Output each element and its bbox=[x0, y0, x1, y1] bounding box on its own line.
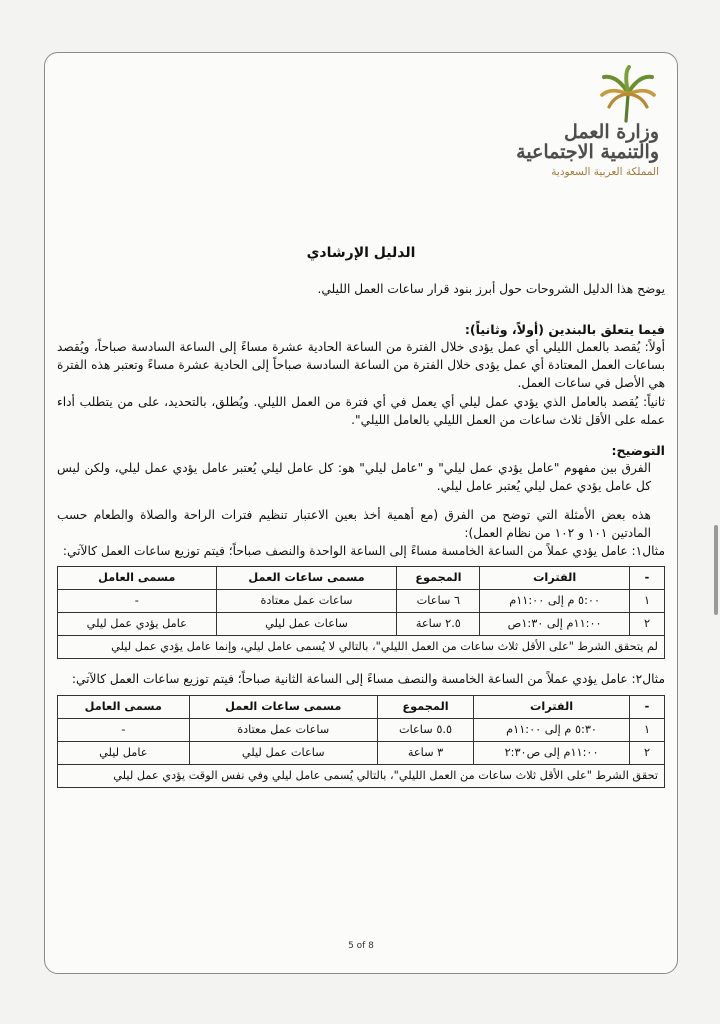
example1-table bbox=[57, 566, 665, 659]
table-cell: ١١:٠٠م إلى ١:٣٠ص bbox=[480, 613, 630, 636]
section1-heading: فيما يتعلق بالبندين (أولاً، وثانياً): bbox=[464, 321, 665, 337]
clarification-paragraph: الفرق بين مفهوم "عامل يؤدي عمل ليلي" و "عامل ليلي" هو: كل عامل ليلي يُعتبر عامل يؤدي عمل ليلي، ولكن ليس كل عامل يؤدي عمل ليلي يُعتبر عامل ليلي. bbox=[57, 460, 651, 493]
table-cell: ٢ bbox=[630, 613, 665, 636]
table-cell: ٢.٥ ساعة bbox=[397, 613, 480, 636]
table-cell: عامل ليلي bbox=[58, 742, 190, 765]
example1-label: مثال١: عامل يؤدي عملاً من الساعة الخامسة مساءً إلى الساعة الواحدة والنصف صباحاً؛ فيتم توزيع ساعات العمل كالآتي: bbox=[62, 543, 665, 558]
table-header: المجموع bbox=[377, 696, 473, 719]
section2-heading: التوضيح: bbox=[611, 442, 665, 458]
page-number: 5 of 8 bbox=[348, 941, 374, 951]
table-cell: - bbox=[58, 590, 217, 613]
definition-second bbox=[57, 394, 665, 429]
table-header: - bbox=[630, 567, 665, 590]
definition-first-text2: ويُقصد بساعات العمل المعتادة أي عمل يؤدى خلال الفترة من الساعة السادسة صباحاً إلى الحادية عشرة مساءً وتعتبر هذه الفترة هي الأصل في ساعات العمل. bbox=[57, 340, 665, 390]
table-cell: ٥.٥ ساعات bbox=[377, 719, 473, 742]
table-cell: ساعات عمل معتادة bbox=[189, 719, 377, 742]
table-note: لم يتحقق الشرط "على الأقل ثلاث ساعات من العمل الليلي"، بالتالي لا يُسمى عامل ليلي، وإنما عامل يؤدي عمل ليلي bbox=[58, 636, 665, 659]
definition-second-text: يُقصد بالعامل الذي يؤدي عمل ليلي أي يعمل في أي فترة من العمل الليلي. ويُطلق، بالتحديد، على من يتطلب أداء عمله على الأقل ثلاث ساعات من العمل الليلي بالعامل الليلي". bbox=[57, 395, 665, 427]
table-header: المجموع bbox=[397, 567, 480, 590]
table-cell: ٣ ساعة bbox=[377, 742, 473, 765]
table-cell: ١ bbox=[630, 590, 665, 613]
table-header: مسمى العامل bbox=[58, 567, 217, 590]
table-cell: ساعات عمل معتادة bbox=[216, 590, 397, 613]
table-header: مسمى ساعات العمل bbox=[216, 567, 397, 590]
ministry-logo bbox=[499, 65, 659, 178]
table-note-row bbox=[58, 636, 665, 659]
table-cell: ٥:٣٠ م إلى ١١:٠٠م bbox=[474, 719, 630, 742]
table-cell: ساعات عمل ليلي bbox=[189, 742, 377, 765]
definition-first bbox=[57, 339, 665, 392]
table-row bbox=[58, 613, 665, 636]
page-title: الدليل الإرشادي bbox=[306, 245, 416, 261]
definition-first-text: يُقصد بالعمل الليلي أي عمل يؤدى خلال الفترة من الساعة الحادية عشرة مساءً إلى الساعة السادسة صباحاً، bbox=[93, 340, 641, 355]
table-header-row bbox=[58, 567, 665, 590]
table-row bbox=[58, 590, 665, 613]
table-header: الفترات bbox=[480, 567, 630, 590]
table-header: مسمى ساعات العمل bbox=[189, 696, 377, 719]
example2-table bbox=[57, 695, 665, 788]
table-header: - bbox=[630, 696, 665, 719]
table-header: مسمى العامل bbox=[58, 696, 190, 719]
country-name: المملكة العربية السعودية bbox=[551, 165, 659, 178]
example2-label: مثال٢: عامل يؤدي عملاً من الساعة الخامسة والنصف مساءً إلى الساعة الثانية صباحاً؛ فيتم توزيع ساعات العمل كالآتي: bbox=[71, 672, 665, 687]
ministry-name-line1: وزارة العمل bbox=[564, 121, 659, 143]
intro-paragraph: يوضح هذا الدليل الشروحات حول أبرز بنود قرار ساعات العمل الليلي. bbox=[317, 282, 665, 297]
table-cell: ٦ ساعات bbox=[397, 590, 480, 613]
scrollbar[interactable] bbox=[714, 525, 718, 615]
table-note-row bbox=[58, 765, 665, 788]
examples-intro: هذه بعض الأمثلة التي توضح من الفرق (مع أهمية أخذ بعين الاعتبار تنظيم فترات الراحة والصلاة والطعام حسب المادتين ١٠١ و ١٠٢ من نظام العمل): bbox=[57, 508, 651, 540]
table-cell: - bbox=[58, 719, 190, 742]
table-cell: ساعات عمل ليلي bbox=[216, 613, 397, 636]
table-header-row bbox=[58, 696, 665, 719]
table-row bbox=[58, 719, 665, 742]
table-header: الفترات bbox=[474, 696, 630, 719]
palm-tree-icon bbox=[599, 65, 657, 123]
ministry-name-line2: والتنمية الاجتماعية bbox=[516, 140, 659, 163]
definition-second-label: ثانياً: bbox=[642, 395, 665, 410]
table-cell: ٢ bbox=[630, 742, 665, 765]
table-cell: عامل يؤدي عمل ليلي bbox=[58, 613, 217, 636]
page-frame bbox=[44, 52, 678, 974]
table-note: تحقق الشرط "على الأقل ثلاث ساعات من العمل الليلي"، بالتالي يُسمى عامل ليلي وفي نفس الوقت يؤدي عمل ليلي bbox=[58, 765, 665, 788]
table-cell: ١١:٠٠م إلى ص٢:٣٠ bbox=[474, 742, 630, 765]
table-row bbox=[58, 742, 665, 765]
page-content bbox=[57, 243, 665, 788]
table-cell: ١ bbox=[630, 719, 665, 742]
definition-first-label: أولاً: bbox=[644, 340, 665, 355]
table-cell: ٥:٠٠ م إلى ١١:٠٠م bbox=[480, 590, 630, 613]
